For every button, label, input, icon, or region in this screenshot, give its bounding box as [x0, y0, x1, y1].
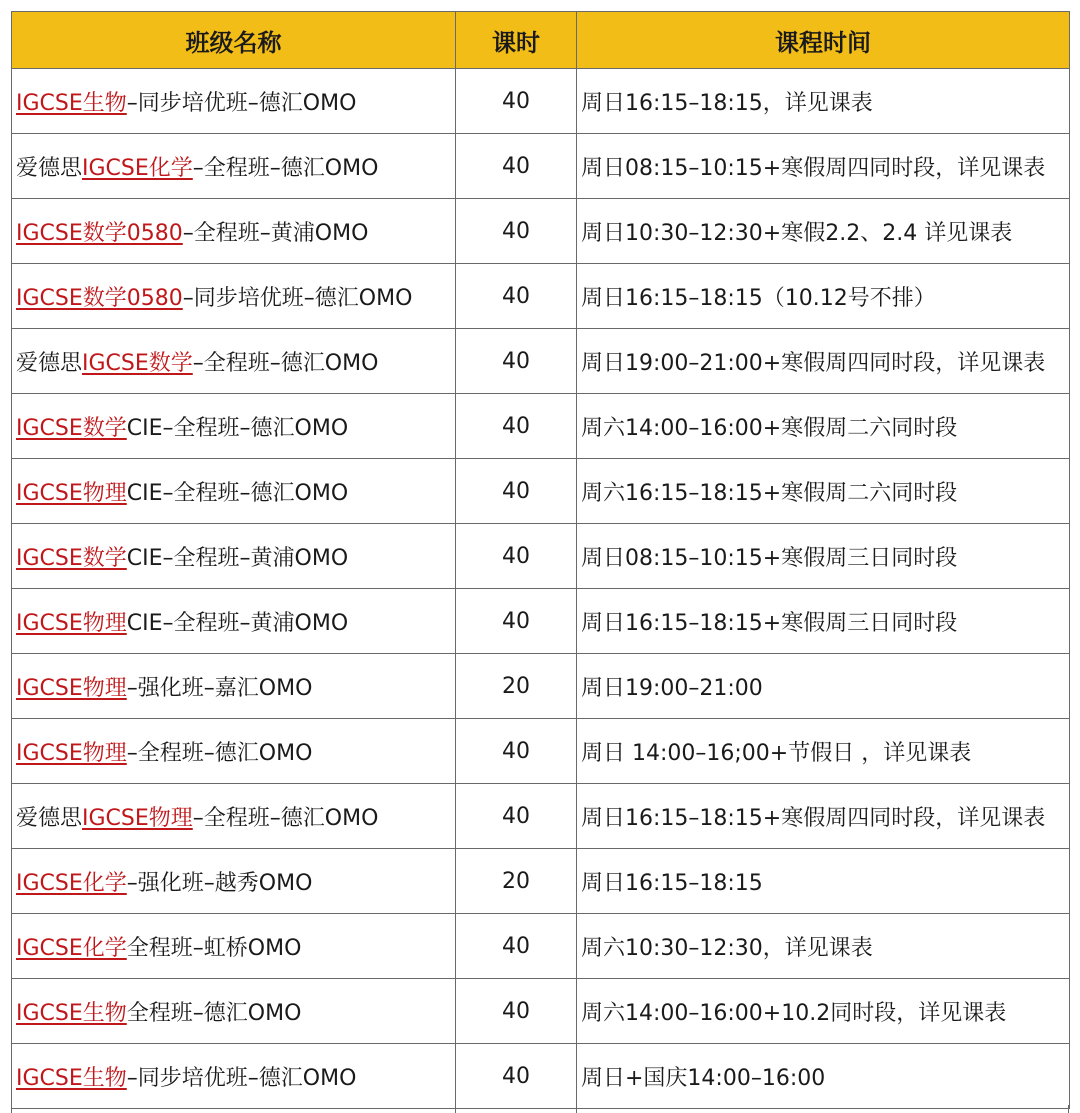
- class-name-cell: [12, 589, 456, 654]
- course-time-cell: 周日19:00–21:00: [577, 654, 1070, 719]
- course-link[interactable]: IGCSE物理: [82, 805, 193, 831]
- course-time-cell: 周日10:30–12:30+寒假2.2、2.4 详见课表: [577, 199, 1070, 264]
- course-link[interactable]: IGCSE数学0580: [16, 220, 183, 246]
- class-name-cell: [12, 69, 456, 134]
- header-course-time: 课程时间: [577, 12, 1070, 69]
- hours-cell: 40: [456, 394, 577, 459]
- class-name-cell: [12, 849, 456, 914]
- table-row: [12, 849, 1070, 914]
- class-name-cell: [12, 979, 456, 1044]
- course-link[interactable]: IGCSE数学: [16, 415, 127, 441]
- hours-cell: 40: [456, 264, 577, 329]
- class-name-prefix: 爱德思: [16, 805, 83, 831]
- course-link[interactable]: IGCSE化学: [16, 870, 127, 896]
- table-row: [12, 134, 1070, 199]
- class-name-suffix: CIE–全程班–黄浦OMO: [126, 545, 349, 571]
- course-time-cell: 周日 14:00–16;00+节假日 ，详见课表: [577, 719, 1070, 784]
- table-row: [12, 199, 1070, 264]
- course-time-cell: 周日16:15–18:15: [577, 849, 1070, 914]
- class-name-cell: [12, 264, 456, 329]
- class-name-suffix: –全程班–德汇OMO: [192, 805, 379, 831]
- table-row: [12, 654, 1070, 719]
- course-link[interactable]: IGCSE生物: [16, 1000, 127, 1026]
- course-link[interactable]: IGCSE生物: [16, 1065, 127, 1091]
- class-name-cell: [12, 914, 456, 979]
- class-name-cell: [12, 524, 456, 589]
- table-row: [12, 264, 1070, 329]
- class-name-suffix: CIE–全程班–德汇OMO: [126, 480, 349, 506]
- hours-cell: 40: [456, 914, 577, 979]
- class-name-cell: [12, 719, 456, 784]
- class-name-cell: [12, 329, 456, 394]
- class-name-suffix: –全程班–德汇OMO: [126, 740, 313, 766]
- hours-cell: 40: [456, 524, 577, 589]
- table-row: [12, 914, 1070, 979]
- hours-cell: 20: [456, 654, 577, 719]
- hours-cell: 40: [456, 589, 577, 654]
- class-name-suffix: –全程班–德汇OMO: [192, 155, 379, 181]
- hours-cell: 40: [456, 1044, 577, 1109]
- table-row: [12, 589, 1070, 654]
- table-row: [12, 979, 1070, 1044]
- course-link[interactable]: IGCSE生物: [16, 90, 127, 116]
- header-class-name: 班级名称: [12, 12, 456, 69]
- table-row: [12, 719, 1070, 784]
- class-name-cell: [12, 199, 456, 264]
- class-name-suffix: –强化班–嘉汇OMO: [126, 675, 313, 701]
- class-name-suffix: –强化班–越秀OMO: [126, 870, 313, 896]
- course-link[interactable]: IGCSE数学: [82, 350, 193, 376]
- hours-cell: 40: [456, 134, 577, 199]
- course-link[interactable]: IGCSE数学: [16, 545, 127, 571]
- course-link[interactable]: IGCSE物理: [16, 610, 127, 636]
- class-name-suffix: CIE–全程班–黄浦OMO: [126, 610, 349, 636]
- class-name-suffix: 全程班–虹桥OMO: [126, 935, 302, 961]
- class-name-cell: [12, 394, 456, 459]
- class-name-cell: [12, 134, 456, 199]
- hours-cell: 40: [456, 199, 577, 264]
- table-row: [12, 1044, 1070, 1109]
- course-time-cell: 周六14:00–16:00+寒假周二六同时段: [577, 394, 1070, 459]
- class-name-cell: [12, 784, 456, 849]
- table-header-row: [12, 12, 1070, 69]
- table-row: [12, 524, 1070, 589]
- class-name-suffix: CIE–全程班–德汇OMO: [126, 415, 349, 441]
- class-name-prefix: 爱德思: [16, 155, 83, 181]
- hours-cell: 40: [456, 719, 577, 784]
- course-link[interactable]: IGCSE化学: [82, 155, 193, 181]
- table-row: [12, 459, 1070, 524]
- course-time-cell: 周六16:15–18:15+寒假周二六同时段: [577, 459, 1070, 524]
- class-name-cell: [12, 654, 456, 719]
- class-name-suffix: –同步培优班–德汇OMO: [126, 90, 357, 116]
- header-hours: 课时: [456, 12, 577, 69]
- class-name-prefix: 爱德思: [16, 350, 83, 376]
- class-name-cell: [12, 1044, 456, 1109]
- table-row: [12, 784, 1070, 849]
- next-row-partial: [11, 1105, 1069, 1113]
- course-link[interactable]: IGCSE物理: [16, 740, 127, 766]
- schedule-table: [11, 11, 1070, 1109]
- class-name-suffix: –全程班–德汇OMO: [192, 350, 379, 376]
- course-time-cell: 周六14:00–16:00+10.2同时段，详见课表: [577, 979, 1070, 1044]
- class-name-suffix: –同步培优班–德汇OMO: [126, 1065, 357, 1091]
- hours-cell: 40: [456, 459, 577, 524]
- course-time-cell: 周日+国庆14:00–16:00: [577, 1044, 1070, 1109]
- hours-cell: 40: [456, 784, 577, 849]
- table-row: [12, 69, 1070, 134]
- class-name-cell: [12, 459, 456, 524]
- course-time-cell: 周日19:00–21:00+寒假周四同时段，详见课表: [577, 329, 1070, 394]
- course-link[interactable]: IGCSE数学0580: [16, 285, 183, 311]
- class-name-suffix: –全程班–黄浦OMO: [182, 220, 369, 246]
- table-row: [12, 329, 1070, 394]
- class-name-suffix: –同步培优班–德汇OMO: [182, 285, 413, 311]
- course-link[interactable]: IGCSE物理: [16, 480, 127, 506]
- course-link[interactable]: IGCSE物理: [16, 675, 127, 701]
- course-time-cell: 周六10:30–12:30，详见课表: [577, 914, 1070, 979]
- course-time-cell: 周日08:15–10:15+寒假周四同时段，详见课表: [577, 134, 1070, 199]
- class-name-suffix: 全程班–德汇OMO: [126, 1000, 302, 1026]
- hours-cell: 40: [456, 329, 577, 394]
- course-time-cell: 周日08:15–10:15+寒假周三日同时段: [577, 524, 1070, 589]
- course-time-cell: 周日16:15–18:15，详见课表: [577, 69, 1070, 134]
- course-time-cell: 周日16:15–18:15+寒假周四同时段，详见课表: [577, 784, 1070, 849]
- course-time-cell: 周日16:15–18:15+寒假周三日同时段: [577, 589, 1070, 654]
- hours-cell: 40: [456, 979, 577, 1044]
- hours-cell: 20: [456, 849, 577, 914]
- hours-cell: 40: [456, 69, 577, 134]
- course-link[interactable]: IGCSE化学: [16, 935, 127, 961]
- course-time-cell: 周日16:15–18:15（10.12号不排）: [577, 264, 1070, 329]
- table-body: [12, 69, 1070, 1109]
- table-row: [12, 394, 1070, 459]
